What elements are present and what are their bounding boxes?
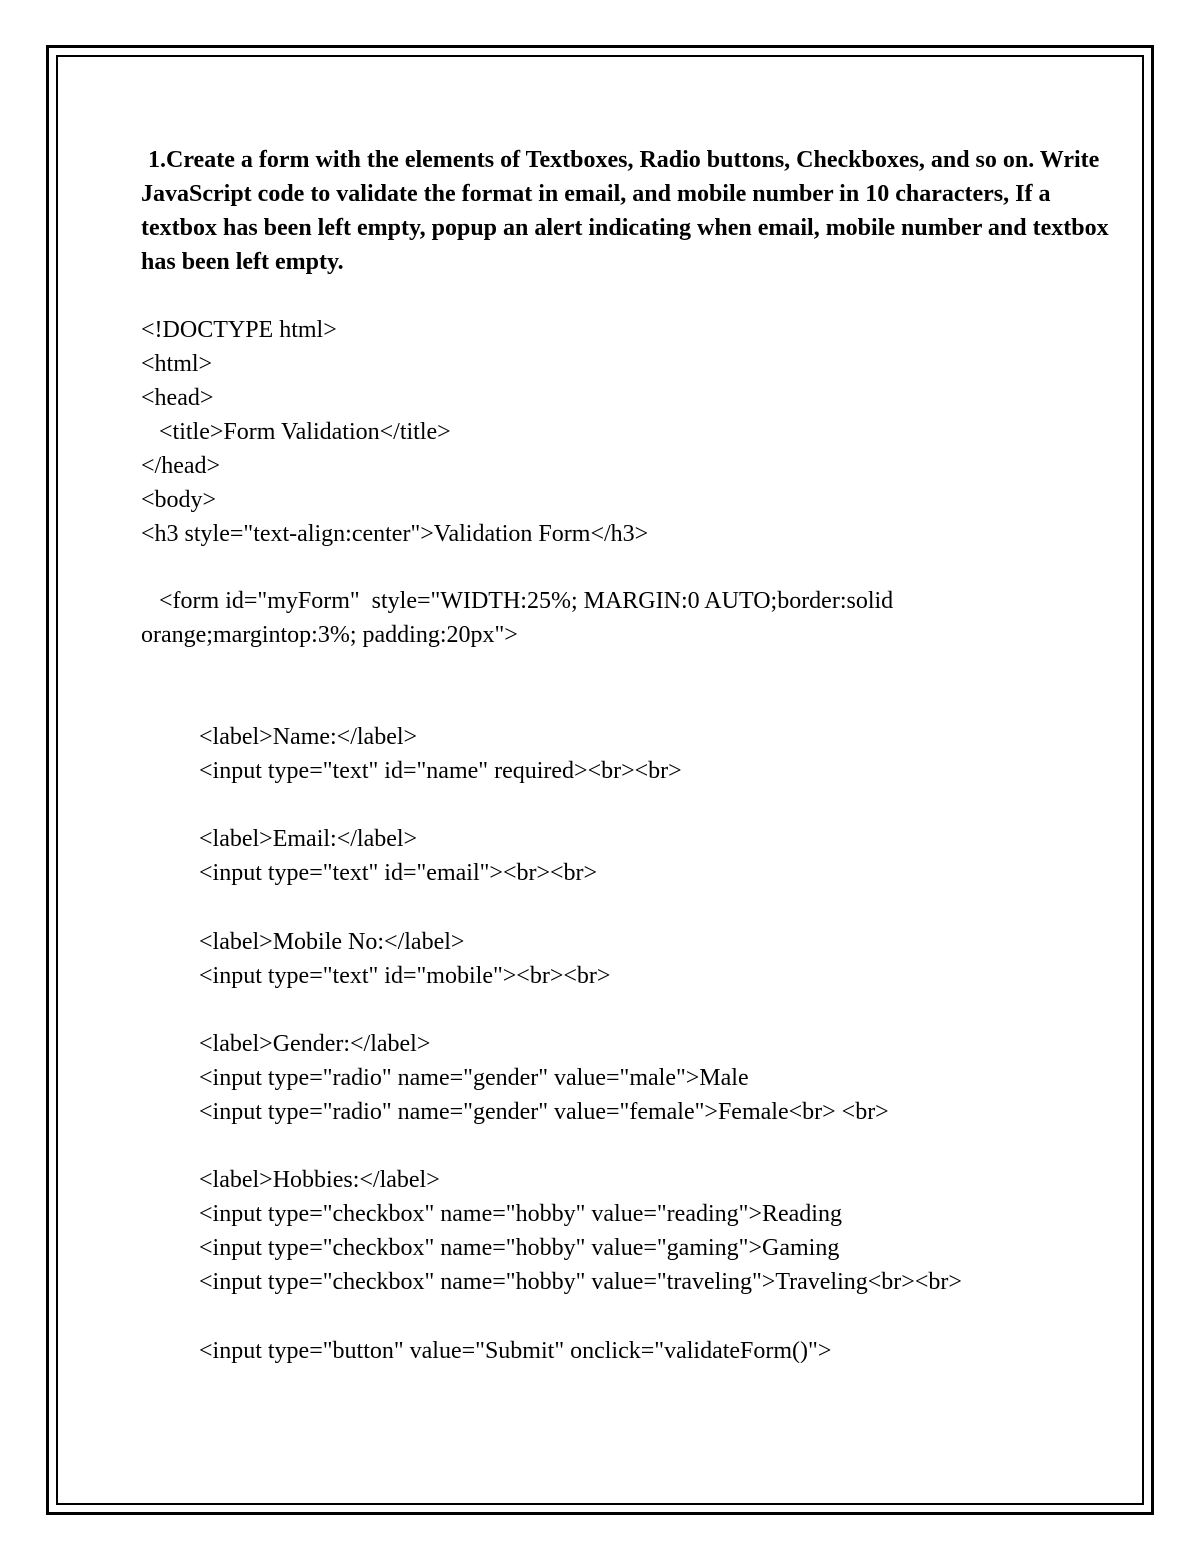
code-line: </head> bbox=[141, 453, 221, 479]
code-line: <form id="myForm" style="WIDTH:25%; MARGIN:0 AUTO;border:solid bbox=[141, 588, 894, 614]
code-line: <!DOCTYPE html> bbox=[141, 317, 337, 343]
code-line: <input type="text" id="mobile"><br><br> bbox=[199, 963, 611, 989]
question-text: 1.Create a form with the elements of Textboxes, Radio buttons, Checkboxes, and so on. Write JavaScript code to validate the format in email, and mobile number in 10 characters, If a textbox has been left empty, popup an alert indicating when email, mobile number and textbox has been left empty. bbox=[141, 147, 1109, 275]
code-line: <input type="text" id="name" required><br><br> bbox=[199, 758, 682, 784]
code-line: <label>Hobbies:</label> bbox=[199, 1167, 440, 1193]
code-line: <label>Name:</label> bbox=[199, 724, 418, 750]
code-line: orange;margintop:3%; padding:20px"> bbox=[141, 622, 518, 648]
code-line: <label>Email:</label> bbox=[199, 826, 418, 852]
code-line: <input type="radio" name="gender" value="male">Male bbox=[199, 1065, 749, 1091]
code-line: <label>Mobile No:</label> bbox=[199, 929, 465, 955]
code-line: <input type="button" value="Submit" onclick="validateForm()"> bbox=[199, 1338, 832, 1364]
code-line: <input type="checkbox" name="hobby" value="reading">Reading bbox=[199, 1201, 842, 1227]
code-line: <input type="checkbox" name="hobby" value="traveling">Traveling<br><br> bbox=[199, 1269, 962, 1295]
code-line: <head> bbox=[141, 385, 214, 411]
code-line: <label>Gender:</label> bbox=[199, 1031, 431, 1057]
code-line: <input type="text" id="email"><br><br> bbox=[199, 860, 598, 886]
code-line: <html> bbox=[141, 351, 213, 377]
code-line: <h3 style="text-align:center">Validation Form</h3> bbox=[141, 521, 649, 547]
code-line: <title>Form Validation</title> bbox=[141, 419, 451, 445]
code-line: <body> bbox=[141, 487, 217, 513]
code-line: <input type="checkbox" name="hobby" value="gaming">Gaming bbox=[199, 1235, 840, 1261]
code-line: <input type="radio" name="gender" value="female">Female<br> <br> bbox=[199, 1099, 889, 1125]
